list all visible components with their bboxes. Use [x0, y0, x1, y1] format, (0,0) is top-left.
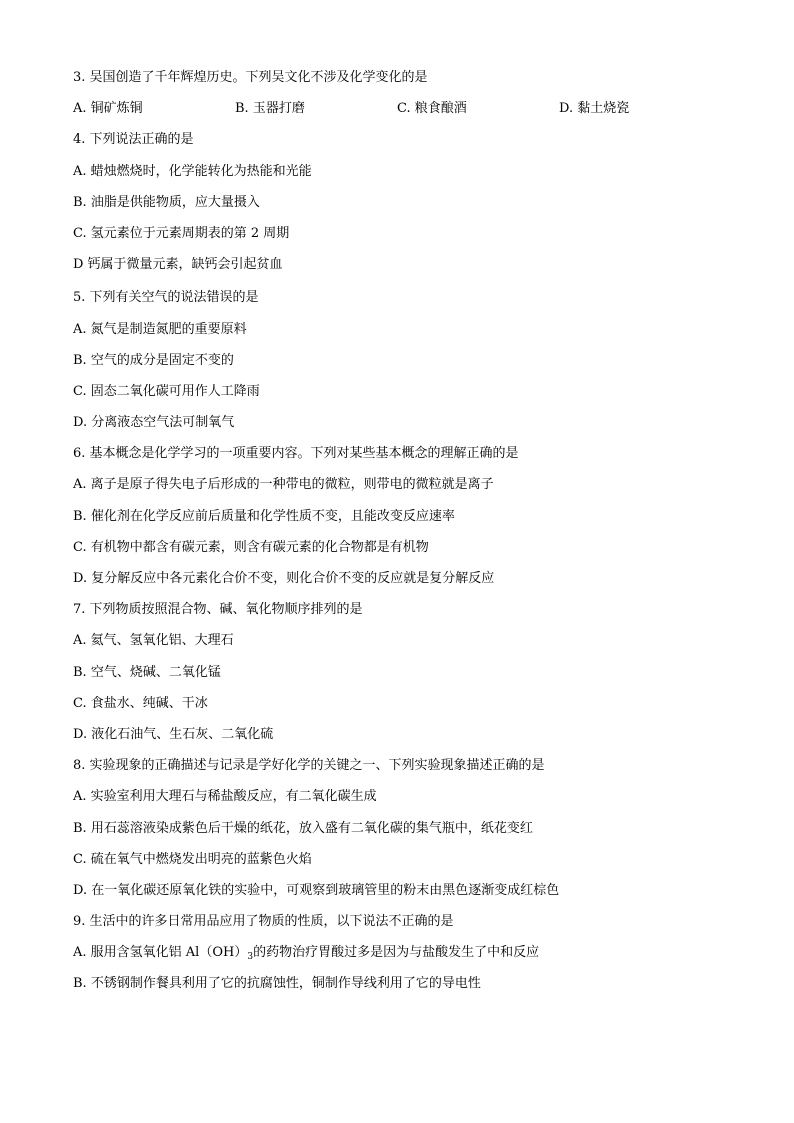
question-7-option-d: D. 液化石油气、生石灰、二氧化硫 [73, 726, 274, 742]
question-9-option-b: B. 不锈钢制作餐具利用了它的抗腐蚀性，铜制作导线利用了它的导电性 [73, 976, 481, 992]
question-3-option-d: D. 黏土烧瓷 [559, 101, 630, 117]
question-7-option-b: B. 空气、烧碱、二氧化锰 [73, 664, 221, 680]
question-6-option-a: A. 离子是原子得失电子后形成的一种带电的微粒，则带电的微粒就是离子 [73, 477, 494, 493]
question-5-option-c: C. 固态二氧化碳可用作人工降雨 [73, 383, 260, 399]
question-3-option-b: B. 玉器打磨 [235, 101, 305, 117]
question-6-option-c: C. 有机物中都含有碳元素，则含有碳元素的化合物都是有机物 [73, 539, 429, 555]
question-4-option-b: B. 油脂是供能物质，应大量摄入 [73, 194, 260, 210]
question-9-option-a-text-rest: 的药物治疗胃酸过多是因为与盐酸发生了中和反应 [253, 945, 540, 961]
question-6-option-d: D. 复分解反应中各元素化合价不变，则化合价不变的反应就是复分解反应 [73, 571, 495, 586]
question-4-option-d: D 钙属于微量元素，缺钙会引起贫血 [73, 257, 283, 273]
question-8-stem: 8. 实验现象的正确描述与记录是学好化学的关键之一、下列实验现象描述正确的是 [73, 758, 545, 774]
question-5-option-a: A. 氮气是制造氮肥的重要原料 [73, 321, 247, 337]
subscript-3: 3 [247, 952, 254, 963]
question-6-option-b: B. 催化剂在化学反应前后质量和化学性质不变，且能改变反应速率 [73, 508, 455, 524]
question-6-stem: 6. 基本概念是化学学习的一项重要内容。下列对某些基本概念的理解正确的是 [73, 446, 519, 462]
question-9-stem: 9. 生活中的许多日常用品应用了物质的性质，以下说法不正确的是 [73, 914, 454, 930]
question-3-option-c: C. 粮食酿酒 [397, 101, 467, 117]
question-7-option-c: C. 食盐水、纯碱、干冰 [73, 695, 208, 711]
question-4-stem: 4. 下列说法正确的是 [73, 132, 194, 148]
question-8-option-c: C. 硫在氧气中燃烧发出明亮的蓝紫色火焰 [73, 851, 312, 867]
question-7-option-a: A. 氦气、氢氧化铝、大理石 [73, 633, 234, 649]
question-5-option-b: B. 空气的成分是固定不变的 [73, 352, 234, 368]
question-8-option-b: B. 用石蕊溶液染成紫色后干燥的纸花，放入盛有二氧化碳的集气瓶中，纸花变红 [73, 820, 533, 836]
question-3-options [73, 93, 733, 124]
question-4-option-c: C. 氢元素位于元素周期表的第 2 周期 [73, 225, 290, 241]
question-9-option-a-text: A. 服用含氢氧化铝 Al（OH） [73, 945, 248, 961]
question-7-stem: 7. 下列物质按照混合物、碱、氧化物顺序排列的是 [73, 602, 363, 618]
question-4-option-a: A. 蜡烛燃烧时，化学能转化为热能和光能 [73, 163, 312, 179]
question-3-stem: 3. 吴国创造了千年辉煌历史。下列吴文化不涉及化学变化的是 [73, 70, 428, 85]
question-3-option-a: A. 铜矿炼铜 [73, 101, 143, 117]
question-5-option-d: D. 分离液态空气法可制氧气 [73, 415, 235, 431]
question-9-option-a [73, 937, 733, 968]
question-list [73, 62, 733, 1000]
question-8-option-d: D. 在一氧化碳还原氧化铁的实验中，可观察到玻璃管里的粉末由黑色逐渐变成红棕色 [73, 882, 560, 898]
question-8-option-a: A. 实验室利用大理石与稀盐酸反应，有二氧化碳生成 [73, 789, 377, 805]
question-5-stem: 5. 下列有关空气的说法错误的是 [73, 290, 259, 306]
